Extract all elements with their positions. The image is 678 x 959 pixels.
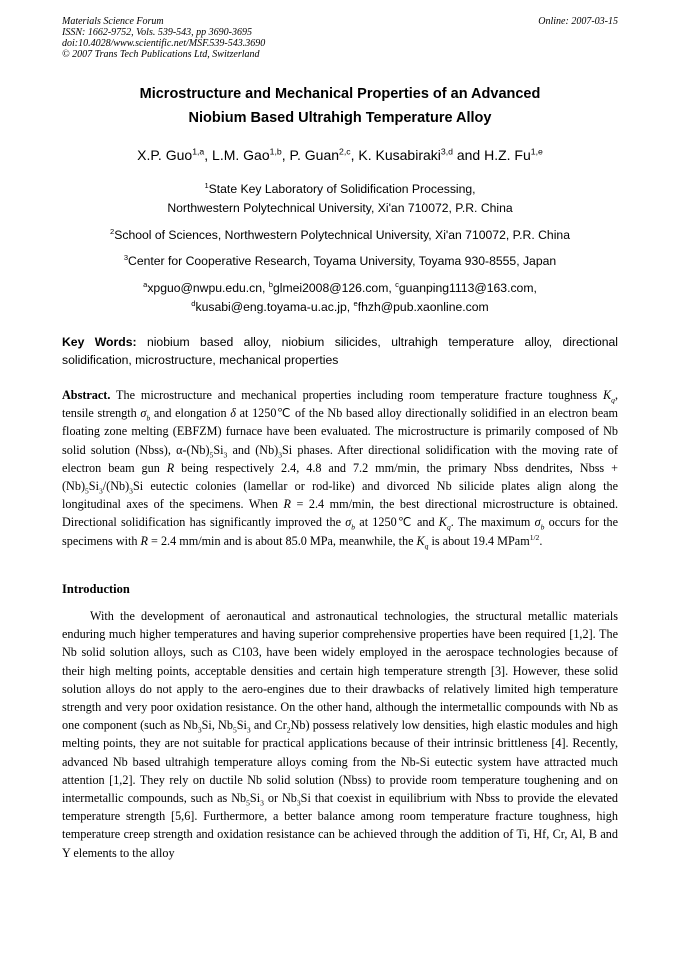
author-sup: 1,e (530, 146, 543, 157)
abstract-text: . (539, 533, 543, 548)
author-name: K. Kusabiraki (358, 147, 441, 163)
affiliation-2 (62, 226, 618, 245)
symbol: R (166, 460, 175, 475)
symbol: q (446, 522, 451, 532)
subscript: 3 (98, 486, 103, 496)
symbol: b (146, 413, 151, 423)
abstract (62, 386, 618, 550)
email-link[interactable]: guanping1113@163.com, (398, 281, 537, 295)
affiliation-text: School of Sciences, Northwestern Polytechnical University, Xi'an 710072, P.R. China (114, 228, 570, 242)
symbol: σ (345, 515, 352, 530)
author-list (62, 146, 618, 164)
abstract-label: Abstract. (62, 388, 111, 402)
body-text: Si (236, 718, 247, 733)
subscript: 3 (278, 450, 283, 460)
email-link[interactable]: xpguo@nwpu.edu.cn, (147, 281, 269, 295)
affiliation-sup: 2 (110, 226, 115, 236)
author-sep: , (350, 147, 359, 163)
abstract-text: The microstructure and mechanical properties including room temperature fracture toughness (110, 388, 604, 402)
body-text: and Cr (250, 718, 287, 733)
abstract-text: at 1250℃ and (355, 515, 439, 530)
symbol: q (611, 395, 615, 405)
abstract-text: = 2.4 mm/min, the best directional microstructure is obtained. Directional solidification has significantly improved the (62, 497, 618, 530)
body-text: Si that coexist in equilibrium with Nbss to provide the elevated temperature strength [5,6]. Furthermore, a better balance among room temperature fracture toughness, high temperature creep strength and oxidation resistance can be achieved through the addition of Ti, Hf, Cr, Al, B and Y elements to the alloy (62, 791, 618, 860)
abstract-text: -(Nb) (182, 442, 210, 457)
affiliation-text: State Key Laboratory of Solidification Processing, (208, 182, 476, 196)
subscript: 3 (296, 798, 301, 808)
body-text: Si (249, 791, 261, 806)
subscript: 5 (246, 798, 250, 808)
author-sup: 3,d (440, 146, 453, 157)
copyright-line: © 2007 Trans Tech Publications Ltd, Switzerland (62, 49, 260, 60)
abstract-text: , tensile strength (62, 388, 618, 421)
symbol: K (438, 515, 447, 530)
affiliation-sup: 1 (204, 180, 209, 190)
symbol: b (540, 522, 545, 532)
abstract-text: . The maximum (450, 515, 535, 530)
author-name: H.Z. Fu (484, 147, 531, 163)
journal-header (62, 16, 618, 60)
subscript: 3 (260, 798, 264, 808)
title-line-2: Niobium Based Ultrahigh Temperature Alloy (188, 110, 492, 126)
author-sup: 1,a (192, 146, 205, 157)
symbol: σ (140, 406, 147, 421)
body-text: Si, Nb (201, 718, 233, 733)
email-link[interactable]: glmei2008@126.com, (273, 281, 396, 295)
author-sup: 2,c (339, 146, 351, 157)
subscript: 3 (246, 725, 251, 735)
paper-title (62, 82, 618, 130)
abstract-text: Si eutectic colonies (lamellar or rod-like) and divorced Nb silicide plates align along the longitudinal axes of the specimens. When (62, 479, 618, 512)
abstract-text: is about 19.4 MPam (428, 533, 530, 548)
author-name: L.M. Gao (212, 147, 270, 163)
abstract-text: being respectively 2.4, 4.8 and 7.2 mm/min, the primary Nbss dendrites, Nbss + (Nb) (62, 460, 618, 494)
subscript: 5 (232, 725, 237, 735)
subscript: 3 (223, 450, 228, 460)
email-link[interactable]: fhzh@pub.xaonline.com (357, 300, 489, 314)
online-date: Online: 2007-03-15 (538, 16, 618, 27)
symbol: b (351, 522, 356, 532)
symbol: σ (534, 515, 541, 530)
author-sep: and (452, 147, 485, 163)
abstract-text: = 2.4 mm/min and is about 85.0 MPa, meanwhile, the (147, 533, 417, 548)
body-text: or Nb (263, 791, 297, 806)
symbol: q (424, 541, 429, 551)
title-line-1: Microstructure and Mechanical Properties of an Advanced (139, 86, 541, 102)
abstract-text: /(Nb) (102, 479, 130, 494)
abstract-text: and (Nb) (227, 442, 279, 457)
issn-line: ISSN: 1662-9752, Vols. 539-543, pp 3690-3695 (62, 27, 252, 38)
affiliation-1 (62, 180, 618, 218)
symbol: K (603, 388, 612, 402)
symbol: δ (230, 406, 236, 421)
symbol: R (140, 533, 148, 548)
abstract-text: Si (88, 479, 99, 494)
subscript: 3 (197, 725, 202, 735)
doi-line[interactable]: doi:10.4028/www.scientific.net/MSF.539-543.3690 (62, 38, 266, 49)
abstract-text: at 1250℃ of the Nb based alloy directionally solidified in an electron beam floating zone melting (EBFZM) furnace have been evaluated. The microstructure is primarily composed of Nb solid solution (Nbss), (62, 406, 619, 457)
subscript: 2 (286, 725, 291, 735)
journal-name: Materials Science Forum (62, 16, 164, 27)
affiliation-text: Northwestern Polytechnical University, Xi'an 710072, P.R. China (167, 201, 513, 215)
subscript: 5 (85, 486, 89, 496)
introduction-paragraph (62, 607, 618, 862)
author-sep: , (281, 147, 290, 163)
symbol: α (176, 442, 183, 457)
superscript: 1/2 (529, 532, 540, 542)
keywords-text: niobium based alloy, niobium silicides, ultrahigh temperature alloy, directional solidification, microstructure, mechanical properties (62, 335, 618, 367)
email-block: $^a$xpguo@nwpu.edu.cn, $^b$glmei2008@126.com, $^c$guanping1113@163.com, $^d$kusabi@eng.toyama-u.ac.jp, $^e$fhzh@pub.xaonline.com (143, 279, 537, 314)
subscript: 3 (129, 486, 133, 496)
abstract-text: Si (213, 442, 224, 457)
email-link[interactable]: kusabi@eng.toyama-u.ac.jp, (195, 300, 354, 314)
author-name: P. Guan (289, 147, 340, 163)
keywords-label: Key Words: (62, 335, 137, 349)
body-text: Nb) possess relatively low densities, high elastic modules and high melting points, they are not suitable for practical applications because of their intrinsic brittleness [4]. Recently, advanced Nb based ultrahigh temperature alloys coming from the Nb-Si eutectic system have attracted much attention [1,2]. They rely on ductile Nb solid solution (Nbss) to provide room temperature toughening and on intermetallic compounds, such as Nb (62, 718, 618, 806)
author-sep: , (204, 147, 213, 163)
body-text: With the development of aeronautical and astronautical technologies, the structural metallic materials enduring much higher temperatures and having superior comprehensive properties have been required [1,2]. The Nb solid solution alloys, such as C103, have been widely employed in the aerospace technologies because of their high melting points, acceptable densities and certain high temperature strength [3]. However, these solid solution alloys do not apply to the aero-engines due to their drawbacks of relatively limited high temperature strength and very poor oxidation resistance. On the other hand, although the intermetallic compounds with Nb as one component (such as Nb (62, 609, 618, 733)
abstract-text: Si phases. After directional solidification with the moving rate of electron beam gun (62, 442, 618, 475)
affiliation-3 (62, 252, 618, 271)
symbol: R (283, 497, 291, 512)
section-heading-introduction: Introduction (62, 582, 130, 596)
author-sup: 1,b (269, 146, 282, 157)
abstract-text: occurs for the specimens with (62, 515, 618, 548)
author-name: X.P. Guo (137, 147, 193, 163)
abstract-text: and elongation (150, 406, 231, 421)
subscript: 5 (209, 450, 214, 460)
affiliation-sup: 3 (123, 252, 129, 262)
symbol: K (416, 533, 425, 548)
affiliation-text: Center for Cooperative Research, Toyama University, Toyama 930-8555, Japan (128, 254, 557, 268)
keywords (62, 333, 618, 369)
